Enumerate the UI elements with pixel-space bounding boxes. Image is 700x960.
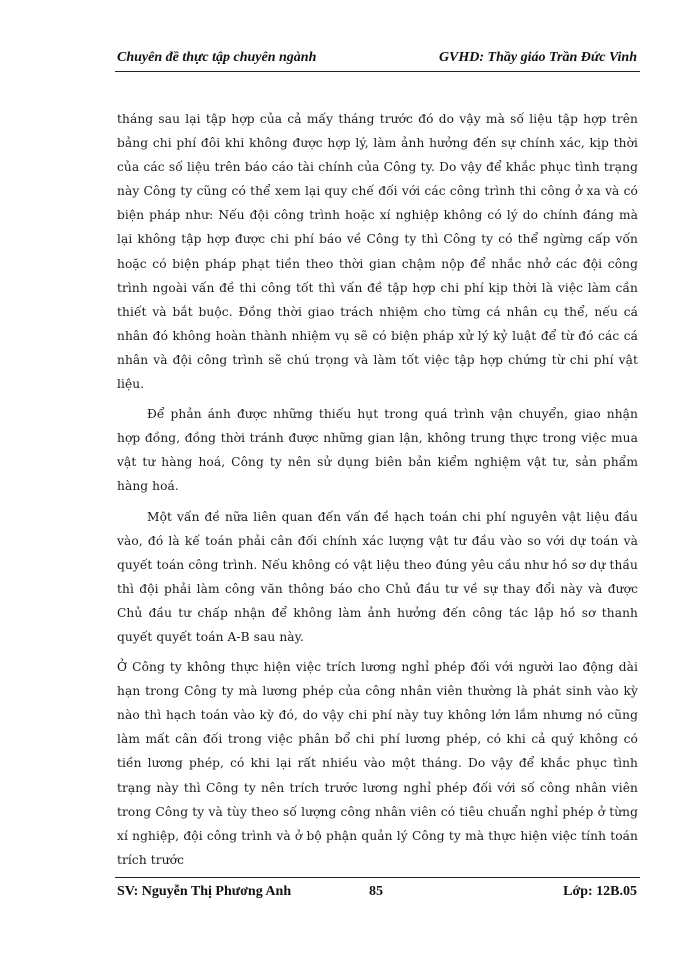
header-supervisor: GVHD: Thầy giáo Trần Đức Vinh (438, 50, 637, 65)
header-rule (115, 71, 640, 72)
paragraph-leave-pay: Ở Công ty không thực hiện việc trích lương nghỉ phép đối với người lao động dài hạn trong Công ty mà lương phép của công nhân viên thường là phát sinh vào kỳ nào thì hạch toán vào kỳ đó, do vậy chi phí này tuy không lớn lắm nhưng nó cũng làm mất cân đối trong việc phân bổ chi phí lương phép, có khi cả quý không có tiền lương phép, có khi lại rất nhiều vào một tháng. Do vậy để khắc phục tình trạng này thì Công ty nên trích trước lương nghỉ phép đối với số công nhân viên trong Công ty và tùy theo số lượng công nhân viên có tiêu chuẩn nghỉ phép ở từng xí nghiệp, đội công trình và ở bộ phận quản lý Công ty mà thực hiện việc tính toán trích trước (117, 660, 638, 867)
footer-class: Lớp: 12B.05 (563, 884, 637, 899)
footer-rule (115, 877, 640, 878)
page-header (117, 50, 637, 68)
page-footer (117, 884, 637, 902)
paragraph-continuation: tháng sau lại tập hợp của cả mấy tháng trước đó do vậy mà số liệu tập hợp trên bảng chi phí đôi khi không được hợp lý, làm ảnh hưởng đến sự chính xác, kịp thời của các số liệu trên báo cáo tài chính của Công ty. Do vậy để khắc phục tình trạng này Công ty cũng có thể xem lại quy chế đối với các công trình thi công ở xa và có biện pháp như: Nếu đội công trình hoặc xí nghiệp không có lý do chính đáng mà lại không tập hợp được chi phí báo về Công ty thì Công ty có thể ngừng cấp vốn hoặc có biện pháp phạt tiền theo thời gian chậm nộp để nhắc nhở các đội công trình ngoài vấn đề thi công tốt thì vấn đề tập hợp chi phí kịp thời là việc làm cần thiết và bắt buộc. Đồng thời giao trách nhiệm cho từng cá nhân cụ thể, nếu cá nhân đó không hoàn thành nhiệm vụ sẽ có biện pháp xử lý kỷ luật để từ đó các cá nhân và đội công trình sẽ chú trọng và làm tốt việc tập hợp chứng từ chi phí vật liệu. (117, 112, 638, 392)
document-body (117, 107, 638, 878)
paragraph-inspection-record: Để phản ánh được những thiếu hụt trong quá trình vận chuyển, giao nhận hợp đồng, đồng thời tránh được những gian lận, không trung thực trong việc mua vật tư hàng hoá, Công ty nên sử dụng biên bản kiểm nghiệm vật tư, sản phẩm hàng hoá. (117, 407, 638, 494)
footer-page-number: 85 (369, 884, 383, 899)
footer-student-name: SV: Nguyễn Thị Phương Anh (117, 884, 292, 899)
paragraph-material-balance: Một vấn đề nữa liên quan đến vấn đề hạch toán chi phí nguyên vật liệu đầu vào, đó là kế toán phải cân đối chính xác lượng vật tư đầu vào so với dự toán và quyết toán công trình. Nếu không có vật liệu theo đúng yêu cầu như hồ sơ dự thầu thì đội phải làm công văn thông báo cho Chủ đầu tư về sự thay đổi này và được Chủ đầu tư chấp nhận để không làm ảnh hưởng đến công tác lập hồ sơ thanh quyết quyết toán A-B sau này. (117, 509, 638, 644)
header-course-title: Chuyên đề thực tập chuyên ngành (117, 50, 317, 65)
